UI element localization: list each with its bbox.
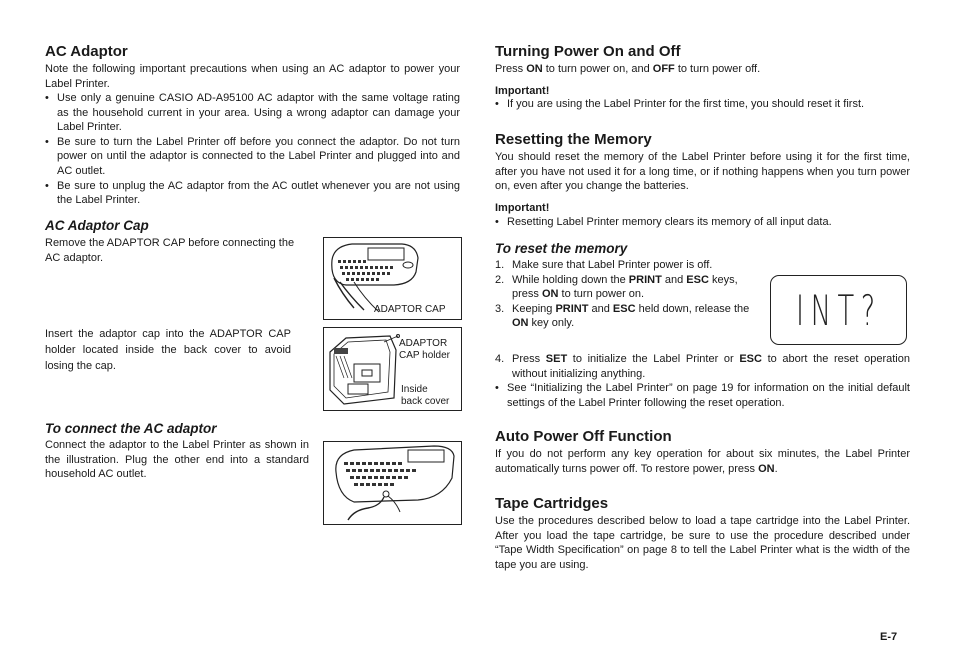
ac-adaptor-bullets — [45, 91, 460, 208]
power-text: Press ON to turn power on, and OFF to turn power off. — [495, 63, 761, 75]
power-heading: Turning Power On and Off — [495, 43, 681, 60]
reset-steps — [495, 258, 759, 331]
ac-adaptor-bullet-3: • Be sure to unplug the AC adaptor from the AC outlet whenever you are not using the Label Printer. — [45, 179, 460, 208]
lcd-display-text: INT? — [795, 285, 882, 335]
adaptor-cap-remove-text: Remove the ADAPTOR CAP before connecting the AC adaptor. — [45, 237, 295, 264]
lcd-display — [770, 275, 907, 345]
reset-important-label: Important! — [495, 202, 550, 214]
tape-heading: Tape Cartridges — [495, 495, 609, 512]
power-important-bullet: • If you are using the Label Printer for the first time, you should reset it first. — [495, 97, 910, 112]
key-off: OFF — [652, 63, 675, 75]
reset-step-3: 3. Keeping PRINT and ESC held down, release the ON key only. — [495, 302, 750, 330]
reset-step-4-wrap — [495, 352, 910, 410]
reset-text: You should reset the memory of the Label Printer before using it for the first time, after you have not used it for a long time, or if nothing happens when you turn power on, even after you change the batteries. — [495, 151, 910, 193]
auto-off-heading: Auto Power Off Function — [495, 428, 672, 445]
connect-adaptor-heading: To connect the AC adaptor — [45, 421, 217, 436]
reset-step-1: 1. Make sure that Label Printer power is off. — [495, 259, 713, 271]
reset-important-bullet: • Resetting Label Printer memory clears its memory of all input data. — [495, 215, 910, 230]
power-important-bullet-wrap — [495, 97, 910, 112]
reset-subheading: To reset the memory — [495, 241, 628, 256]
ac-adaptor-intro: Note the following important precautions when using an AC adaptor to power your Label Printer. — [45, 63, 460, 90]
ac-adaptor-bullet-2: • Be sure to turn the Label Printer off before you connect the adaptor. Do not turn power on until the adaptor is connected to the Label Printer and plugged into and AC outlet. — [45, 135, 460, 179]
reset-step-2: 2. While holding down the PRINT and ESC keys, press ON to turn power on. — [495, 273, 738, 301]
reset-heading: Resetting the Memory — [495, 131, 652, 148]
connect-adaptor-figure — [323, 441, 462, 525]
adaptor-cap-heading: AC Adaptor Cap — [45, 218, 149, 233]
reset-important-bullet-wrap — [495, 215, 910, 230]
page-number: E-7 — [880, 631, 898, 643]
cap-holder-figure — [323, 327, 462, 411]
connect-adaptor-text: Connect the adaptor to the Label Printer as shown in the illustration. Plug the other end into a standard household AC outlet. — [45, 439, 309, 481]
adaptor-cap-figure — [323, 237, 462, 320]
cap-holder-caption: ADAPTOR CAP holder — [399, 338, 450, 361]
tape-text: Use the procedures described below to load a tape cartridge into the Label Printer. After you load the tape cartridge, be sure to use the procedure described under “Tape Width Specification” on page 8 to tell the Label Printer what is the width of the tape you are using. — [495, 515, 910, 571]
reset-step-4: 4. Press SET to initialize the Label Printer or ESC to abort the reset operation without initializing anything. — [495, 353, 910, 380]
ac-adaptor-bullet-1: • Use only a genuine CASIO AD-A95100 AC adaptor with the same voltage rating as the household current in your area. Using a wrong adaptor can damage your Label Printer. — [45, 91, 460, 135]
adaptor-cap-caption: ADAPTOR CAP — [374, 304, 446, 315]
back-cover-caption: Inside back cover — [401, 384, 450, 407]
auto-off-text: If you do not perform any key operation for about six minutes, the Label Printer automatically turns power off. To restore power, press ON. — [495, 448, 910, 475]
auto-off-key-on: ON — [758, 462, 775, 475]
key-on: ON — [526, 63, 543, 75]
reset-see-bullet: • See “Initializing the Label Printer” on page 19 for information on the initial default settings of the Label Printer following the reset operation. — [495, 381, 910, 410]
power-important-label: Important! — [495, 85, 550, 97]
adaptor-cap-insert-text: Insert the adaptor cap into the ADAPTOR CAP holder located inside the back cover to avoid losing the cap. — [45, 328, 291, 372]
printer-with-cable-illustration — [324, 442, 461, 524]
ac-adaptor-heading: AC Adaptor — [45, 43, 128, 60]
